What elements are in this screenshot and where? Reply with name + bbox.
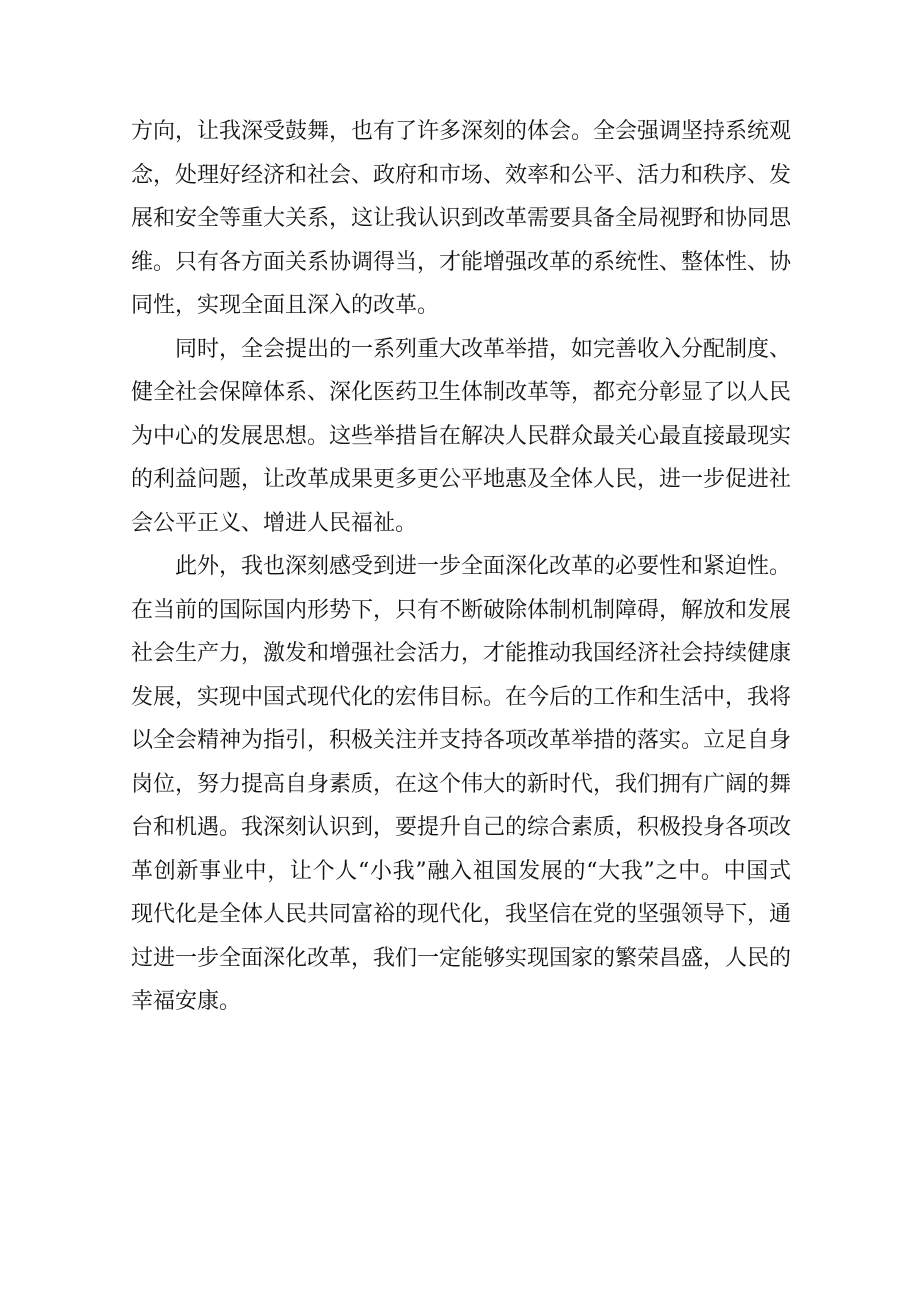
paragraph-2: 同时，全会提出的一系列重大改革举措，如完善收入分配制度、健全社会保障体系、深化医药卫生体制改革等，都充分彰显了以人民为中心的发展思想。这些举措旨在解决人民群众最关心最直接最现实的利益问题，让改革成果更多更公平地惠及全体人民，进一步促进社会公平正义、增进人民福祉。 [131, 336, 792, 536]
document-body [131, 110, 791, 1024]
paragraph-3: 此外，我也深刻感受到进一步全面深化改革的必要性和紧迫性。在当前的国际国内形势下，只有不断破除体制机制障碍，解放和发展社会生产力，激发和增强社会活力，才能推动我国经济社会持续健康发展，实现中国式现代化的宏伟目标。在今后的工作和生活中，我将以全会精神为指引，积极关注并支持各项改革举措的落实。立足自身岗位，努力提高自身素质，在这个伟大的新时代，我们拥有广阔的舞台和机遇。我深刻认识到，要提升自己的综合素质，积极投身各项改革创新事业中，让个人“小我”融入祖国发展的“大我”之中。中国式现代化是全体人民共同富裕的现代化，我坚信在党的坚强领导下，通过进一步全面深化改革，我们一定能够实现国家的繁荣昌盛，人民的幸福安康。 [131, 554, 792, 1014]
paragraph-1: 方向，让我深受鼓舞，也有了许多深刻的体会。全会强调坚持系统观念，处理好经济和社会、政府和市场、效率和公平、活力和秩序、发展和安全等重大关系，这让我认识到改革需要具备全局视野和协同思维。只有各方面关系协调得当，才能增强改革的系统性、整体性、协同性，实现全面且深入的改革。 [131, 119, 792, 318]
